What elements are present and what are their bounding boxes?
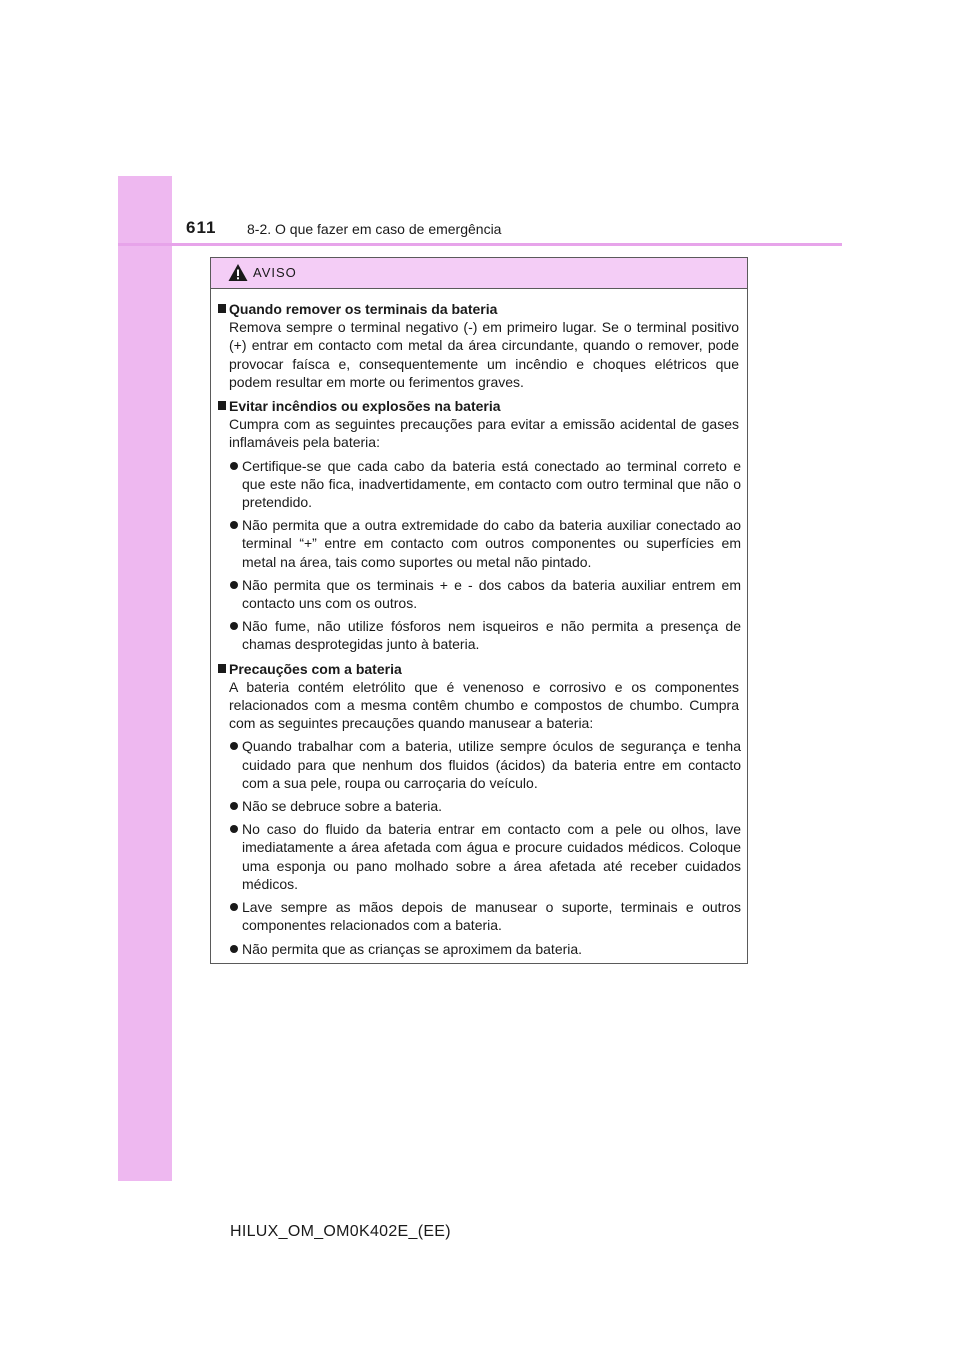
warning-header [211,258,747,289]
warning-bullet-item [218,898,741,934]
warning-box [210,257,748,964]
warning-section-text: A bateria contém eletrólito que é venenoso e corrosivo e os componentes relacionados com a mesma contêm chumbo e compostos de chumbo. Cumpra com as seguintes precauções quando manusear a bateria: [229,678,739,732]
warning-bullet-text: Não se debruce sobre a bateria. [242,798,443,815]
square-bullet-icon [218,664,226,673]
square-bullet-icon [218,401,226,410]
warning-bullet-item [218,576,741,612]
round-bullet-icon [230,581,238,589]
round-bullet-icon [230,742,238,750]
warning-section-title: Quando remover os terminais da bateria [229,301,498,317]
page-number: 611 [186,218,217,237]
round-bullet-icon [230,945,238,953]
round-bullet-icon [230,462,238,470]
header-rule [118,243,842,246]
warning-bullet-item [218,820,741,893]
warning-bullet-text: Certifique-se que cada cabo da bateria está conectado ao terminal correto e que este não fica, inadvertidamente, em contacto com outro terminal que não o pretendido. [242,457,741,511]
warning-bullet-text: Não permita que a outra extremidade do cabo da bateria auxiliar conectado ao terminal “+” entre em contacto com outros componentes ou superfícies em metal na área, tais como suportes ou metal não pintado. [242,517,741,570]
warning-section-title: Precauções com a bateria [229,660,402,677]
warning-bullet-text: Não fume, não utilize fósforos nem isqueiros e não permita a presença de chamas desprotegidas junto à bateria. [242,618,741,653]
side-tab-bar [118,176,172,1181]
round-bullet-icon [230,825,238,833]
warning-bullet-text: Não permita que os terminais + e - dos cabos da bateria auxiliar entrem em contacto uns com os outros. [242,576,741,612]
warning-label: AVISO [253,265,297,280]
warning-bullet-item [218,737,741,792]
warning-bullet-item [218,457,741,512]
warning-section-heading [218,660,741,678]
warning-bullet-text: Não permita que as crianças se aproximem da bateria. [242,940,583,957]
round-bullet-icon [230,622,238,630]
square-bullet-icon [218,304,226,313]
warning-bullet-item [218,797,741,815]
warning-section-text: Cumpra com as seguintes precauções para evitar a emissão acidental de gases inflamáveis pela bateria: [229,416,739,451]
warning-section-text: Remova sempre o terminal negativo (-) em primeiro lugar. Se o terminal positivo (+) entrar em contacto com metal da área circundante, quando o remover, pode provocar faísca e, consequentemente um incêndio e choques elétricos que podem resultar em morte ou ferimentos graves. [229,319,739,390]
warning-bullet-text: No caso do fluido da bateria entrar em contacto com a pele ou olhos, lave imediatamente a área afetada com água e procure cuidados médicos. Coloque uma esponja ou pano molhado sobre a área afetada até receber cuidados médicos. [242,821,741,892]
warning-bullet-item [218,516,741,571]
footer-document-code: HILUX_OM_OM0K402E_(EE) [230,1223,451,1240]
warning-bullet-item [218,617,741,653]
warning-bullet-item [218,940,741,958]
warning-bullet-text: Lave sempre as mãos depois de manusear o suporte, terminais e outros componentes relacionados com a bateria. [242,899,741,934]
round-bullet-icon [230,802,238,810]
round-bullet-icon [230,903,238,911]
warning-bullet-text: Quando trabalhar com a bateria, utilize sempre óculos de segurança e tenha cuidado para que nenhum dos fluidos (ácidos) da bateria entre em contacto com a sua pele, roupa ou carroçaria do veículo. [242,738,741,791]
warning-body [211,289,747,958]
warning-section-title: Evitar incêndios ou explosões na bateria [229,398,501,415]
warning-section-heading [218,397,741,415]
warning-triangle-icon [228,263,248,282]
round-bullet-icon [230,521,238,529]
section-title: 8-2. O que fazer em caso de emergência [247,221,502,237]
warning-section-heading [218,300,741,318]
